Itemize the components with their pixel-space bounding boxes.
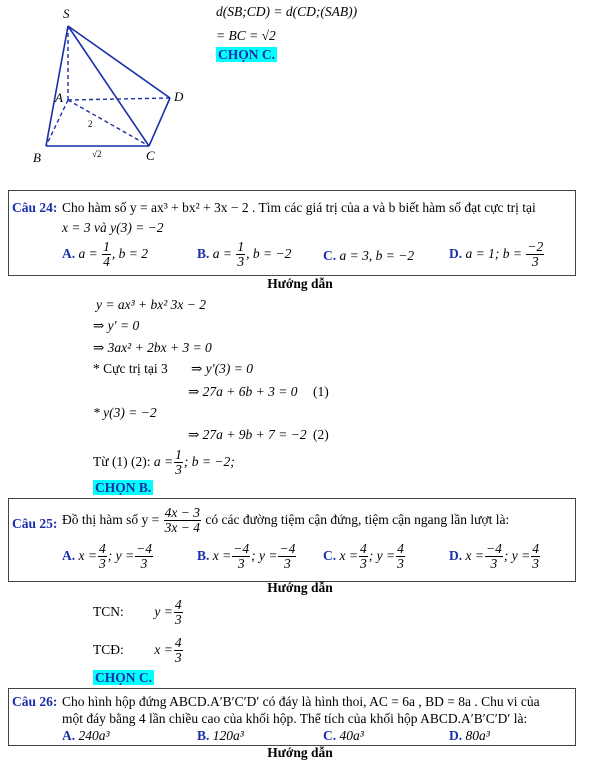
q25-option-a-ynum: −4 bbox=[136, 541, 152, 556]
q26-option-a-value: 240a³ bbox=[78, 728, 110, 743]
q24-option-a bbox=[62, 240, 148, 269]
q24-option-d-den: 3 bbox=[531, 254, 539, 270]
q25-tcn-label: TCN: bbox=[93, 603, 124, 619]
q25-tcd-num: 4 bbox=[174, 635, 182, 650]
pyramid-figure bbox=[0, 0, 210, 170]
q25-option-b-yden: 3 bbox=[284, 556, 291, 572]
q25-option-c-yden: 3 bbox=[397, 556, 404, 572]
q24-sol-b-eq: ; b = −2; bbox=[183, 453, 235, 469]
q25-option-c-xden: 3 bbox=[359, 556, 367, 572]
q26-text-2: một đáy bằng 4 lần chiều cao của khối hộp. Thể tích của khối hộp ABCD.A′B′C′D′ là: bbox=[62, 711, 528, 726]
q25-option-c-xnum: 4 bbox=[359, 541, 367, 556]
edge-ad bbox=[68, 98, 170, 100]
edge-ac bbox=[68, 100, 149, 146]
q24-option-c-key: C. bbox=[323, 248, 337, 263]
q24-sol-line-4b: ⇒ y′(3) = 0 bbox=[191, 361, 253, 376]
q24-sol-line-1: y = ax³ + bx² 3x − 2 bbox=[96, 297, 207, 312]
q24-sol-line-8 bbox=[93, 448, 235, 477]
q25-label: Câu 25: bbox=[12, 516, 58, 531]
q26-option-a bbox=[62, 728, 110, 744]
q26-option-c bbox=[323, 728, 364, 744]
vertex-b: B bbox=[33, 150, 41, 165]
q25-option-a-key: A. bbox=[62, 547, 76, 563]
q25-option-c: C. x = $\frac{4}{3}$ ; y = $\frac{4}{3}$ bbox=[323, 541, 404, 572]
q25-answer-badge: CHỌN C. bbox=[95, 670, 152, 685]
edge-sd bbox=[68, 26, 170, 98]
edge-label-ac: 2 bbox=[88, 119, 93, 129]
q25-tcn-eq: y = bbox=[154, 603, 173, 619]
q25-option-d-yden: 3 bbox=[532, 556, 539, 572]
q25-option-b-ynum: −4 bbox=[279, 541, 296, 556]
q25-tcd-eq: x = bbox=[154, 641, 173, 657]
edge-sc bbox=[68, 26, 149, 146]
q24-sol-eq-2: (2) bbox=[313, 427, 329, 442]
edge-sb bbox=[46, 26, 68, 146]
q24-option-b-key: B. bbox=[197, 245, 210, 261]
vertex-d: D bbox=[174, 89, 184, 104]
q24-text-2: x = 3 và y(3) = −2 bbox=[62, 220, 164, 235]
q26-option-c-key: C. bbox=[323, 728, 337, 743]
edge-ab bbox=[46, 100, 68, 146]
q24-option-a-den: 4 bbox=[103, 254, 110, 270]
q24-sol-line-2: ⇒ y′ = 0 bbox=[93, 318, 140, 333]
q25-option-b-xden: 3 bbox=[237, 556, 245, 572]
q26-option-b-key: B. bbox=[197, 728, 210, 743]
q25-option-b-key: B. bbox=[197, 547, 210, 563]
q24-option-a-num: 1 bbox=[103, 239, 110, 254]
q24-option-d bbox=[449, 240, 545, 269]
q25-option-c-key: C. bbox=[323, 547, 337, 563]
edge-label-bc: √2 bbox=[92, 149, 102, 159]
q25-tcn-den: 3 bbox=[174, 612, 182, 628]
q24-text-1: Cho hàm số y = ax³ + bx² + 3x − 2 . Tìm các giá trị của a và b biết hàm số đạt cực trị tại bbox=[62, 200, 536, 215]
q25-fn-den: 3x − 4 bbox=[164, 520, 200, 536]
q25-guide-heading: Hướng dẫn bbox=[267, 580, 333, 595]
q24-option-b-den: 3 bbox=[237, 254, 245, 270]
q24-option-a-post: , b = 2 bbox=[111, 245, 148, 261]
q25-option-d-key: D. bbox=[449, 547, 463, 563]
top-answer bbox=[216, 47, 277, 63]
q24-sol-num: 1 bbox=[175, 447, 182, 462]
top-line-1: d(SB;CD) = d(CD;(SAB)) bbox=[216, 4, 358, 19]
q25-tcd bbox=[93, 636, 184, 665]
q26-option-b bbox=[197, 728, 244, 744]
q25-fn-num: 4x − 3 bbox=[164, 505, 200, 520]
q26-option-b-value: 120a³ bbox=[212, 728, 244, 743]
q24-option-b-pre: a = bbox=[212, 245, 233, 261]
q25-option-a-xnum: 4 bbox=[98, 541, 106, 556]
q24-answer-badge: CHỌN B. bbox=[95, 480, 152, 495]
vertex-a: A bbox=[55, 90, 63, 105]
q24-option-b-post: , b = −2 bbox=[246, 245, 292, 261]
q24-option-b-num: 1 bbox=[237, 239, 245, 254]
q24-option-d-key: D. bbox=[449, 245, 463, 261]
q26-guide-heading: Hướng dẫn bbox=[267, 745, 333, 760]
q24-guide-heading: Hướng dẫn bbox=[267, 276, 333, 291]
vertex-s: S bbox=[63, 6, 70, 21]
q25-text bbox=[62, 506, 509, 535]
q26-option-d bbox=[449, 728, 490, 744]
q25-option-d-xden: 3 bbox=[490, 556, 498, 572]
q25-option-a-xden: 3 bbox=[98, 556, 106, 572]
vertex-c: C bbox=[146, 148, 155, 163]
q24-option-a-key: A. bbox=[62, 245, 76, 261]
q24-option-c-value: a = 3, b = −2 bbox=[339, 248, 415, 263]
q25-tcd-den: 3 bbox=[174, 650, 182, 666]
top-answer-badge: CHỌN C. bbox=[218, 47, 275, 62]
q24-sol-den: 3 bbox=[175, 462, 182, 478]
q25-option-d: D. x = $\frac{-4}{3}$ ; y = $\frac{4}{3}$ bbox=[449, 541, 539, 572]
q24-option-b bbox=[197, 240, 291, 269]
q25-option-b: B. x = $\frac{-4}{3}$ ; y = $\frac{-4}{3}$ bbox=[197, 541, 296, 572]
q26-option-d-value: 80a³ bbox=[465, 728, 490, 743]
q24-sol-line-3: ⇒ 3ax² + 2bx + 3 = 0 bbox=[93, 340, 212, 355]
q24-option-c bbox=[323, 248, 414, 264]
q24-sol-from: Từ (1) (2): bbox=[93, 453, 151, 469]
top-line-2: = BC = √2 bbox=[216, 28, 276, 43]
q25-text-pre: Đồ thị hàm số y = bbox=[62, 511, 160, 527]
q24-sol-a-eq: a = bbox=[153, 453, 174, 469]
q26-option-a-key: A. bbox=[62, 728, 76, 743]
q24-label: Câu 24: bbox=[12, 200, 58, 215]
q24-answer bbox=[93, 480, 153, 496]
q25-option-c-ynum: 4 bbox=[397, 541, 404, 556]
q24-sol-eq-1: (1) bbox=[313, 384, 329, 399]
q24-sol-line-6: * y(3) = −2 bbox=[93, 405, 157, 420]
q26-text-1: Cho hình hộp đứng ABCD.A′B′C′D′ có đáy là hình thoi, AC = 6a , BD = 8a . Chu vi của bbox=[62, 694, 540, 709]
q25-tcn bbox=[93, 598, 184, 627]
edge-cd bbox=[149, 98, 170, 146]
q25-text-post: có các đường tiệm cận đứng, tiệm cận ngang lần lượt là: bbox=[205, 511, 510, 527]
q24-sol-line-7: ⇒ 27a + 9b + 7 = −2 bbox=[188, 427, 307, 442]
q25-tcd-label: TCĐ: bbox=[93, 641, 124, 657]
q25-option-a: A. x = $\frac{4}{3}$ ; y = $\frac{-4}{3}$ bbox=[62, 541, 152, 572]
q24-option-d-num: −2 bbox=[527, 239, 544, 254]
q25-answer bbox=[93, 670, 154, 686]
q26-label: Câu 26: bbox=[12, 694, 58, 709]
q26-option-d-key: D. bbox=[449, 728, 463, 743]
q25-option-a-yden: 3 bbox=[140, 556, 148, 572]
q24-sol-line-5: ⇒ 27a + 6b + 3 = 0 bbox=[188, 384, 298, 399]
q25-option-d-ynum: 4 bbox=[532, 541, 539, 556]
q26-option-c-value: 40a³ bbox=[339, 728, 364, 743]
q25-tcn-num: 4 bbox=[174, 597, 182, 612]
q24-option-a-pre: a = bbox=[78, 245, 98, 261]
q24-sol-line-4a: * Cực trị tại 3 bbox=[93, 361, 168, 376]
q25-option-d-xnum: −4 bbox=[485, 541, 502, 556]
q25-option-b-xnum: −4 bbox=[233, 541, 250, 556]
q24-option-d-pre: a = 1; b = bbox=[465, 245, 522, 261]
